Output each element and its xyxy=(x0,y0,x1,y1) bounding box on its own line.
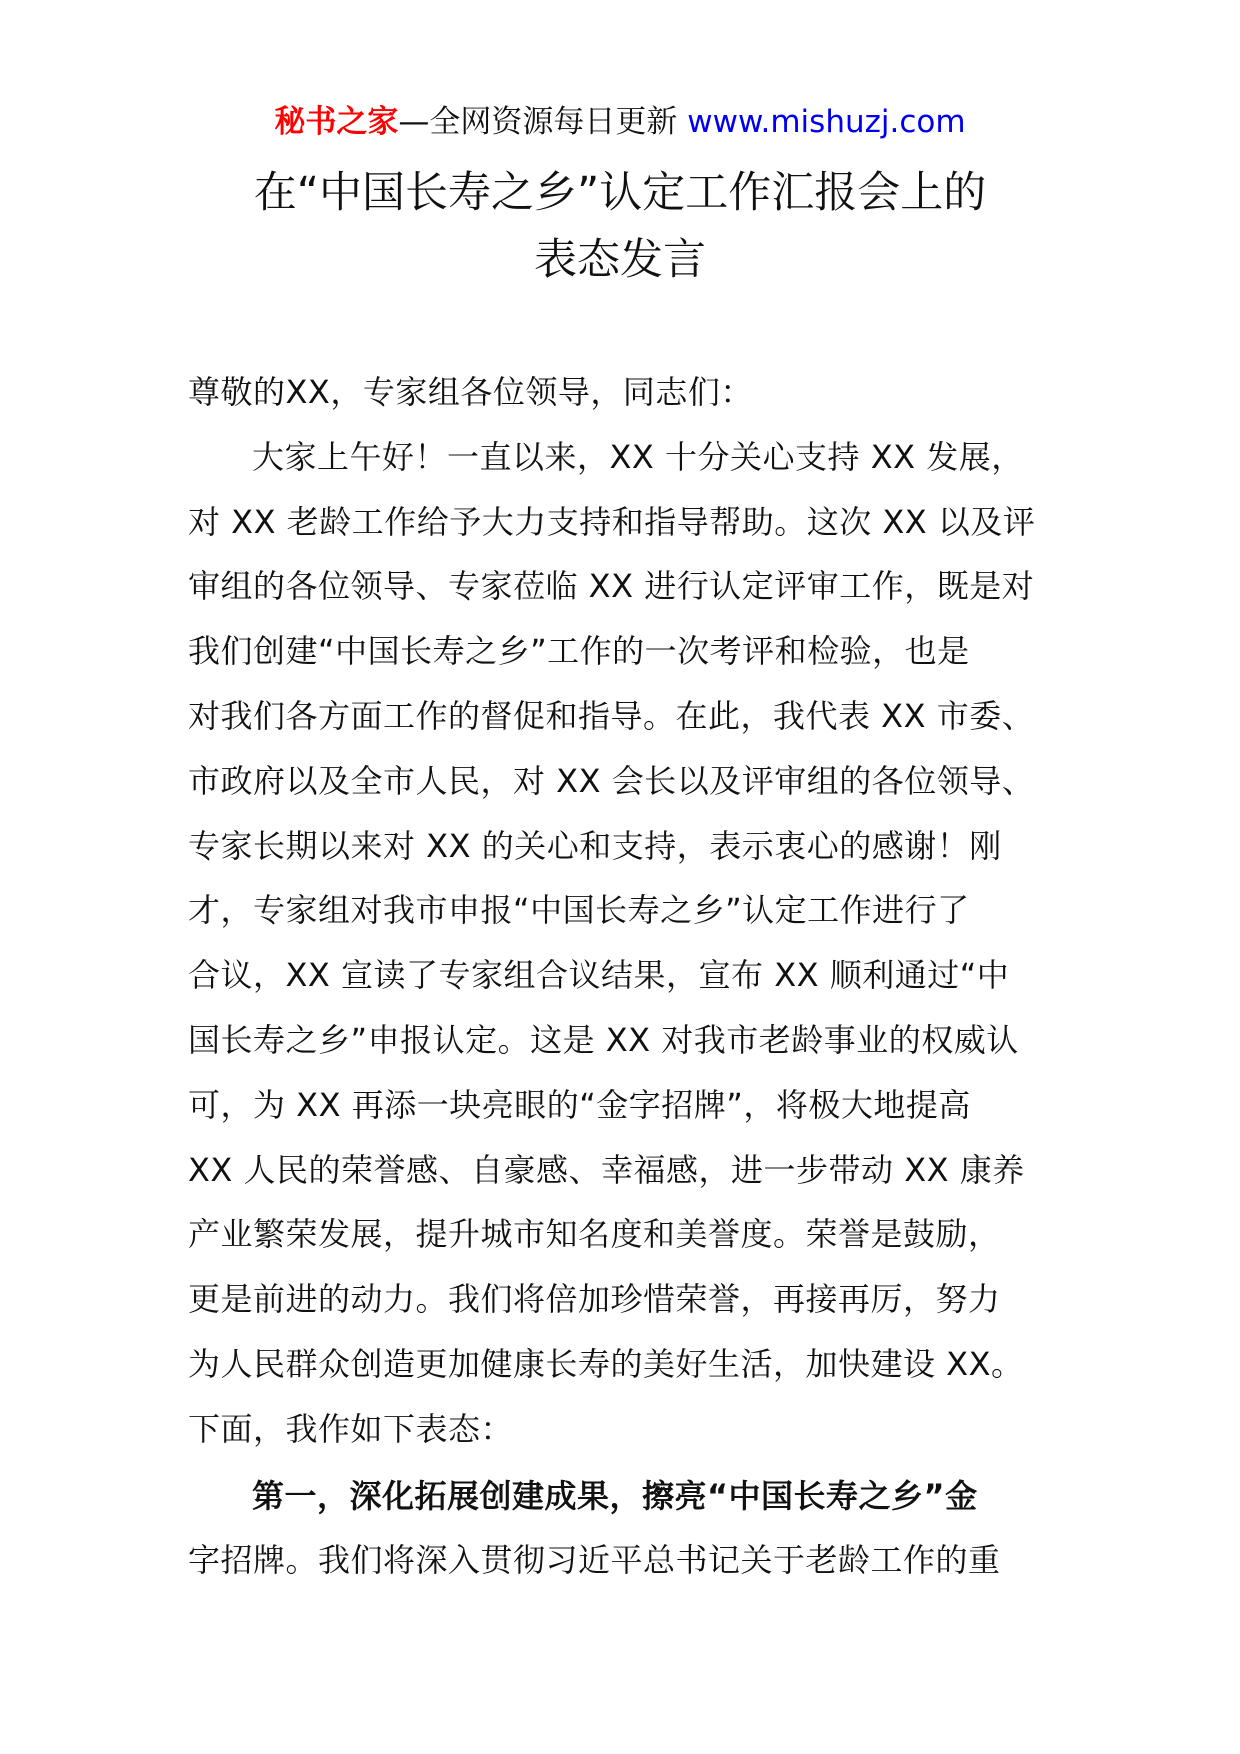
paragraph-line: 字招牌。我们将深入贯彻习近平总书记关于老龄工作的重 xyxy=(188,1541,1001,1580)
site-brand: 秘书之家 xyxy=(274,104,399,140)
paragraph-line: 可，为 XX 再添一块亮眼的“金字招牌”，将极大地提高 xyxy=(188,1085,971,1124)
paragraph-line: XX 人民的荣誉感、自豪感、幸福感，进一步带动 XX 康养 xyxy=(188,1150,1025,1189)
paragraph-line: 下面，我作如下表态： xyxy=(188,1409,514,1448)
paragraph-1 xyxy=(188,425,1052,1462)
paragraph-line: 专家长期以来对 XX 的关心和支持，表示衷心的感谢！刚 xyxy=(188,826,1002,865)
paragraph-line: 才，专家组对我市申报“中国长寿之乡”认定工作进行了 xyxy=(188,891,970,930)
paragraph-line: 国长寿之乡”申报认定。这是 XX 对我市老龄事业的权威认 xyxy=(188,1020,1019,1059)
title-line-2: 表态发言 xyxy=(534,235,706,285)
document-body xyxy=(188,360,1052,1593)
site-tagline: —全网资源每日更新 xyxy=(398,104,678,140)
paragraph-line: 为人民群众创造更加健康长寿的美好生活，加快建设 XX。 xyxy=(188,1344,1024,1383)
site-header xyxy=(0,100,1240,144)
section-1 xyxy=(188,1464,1052,1594)
paragraph-line: 合议，XX 宣读了专家组合议结果，宣布 XX 顺利通过“中 xyxy=(188,956,1010,995)
site-url-link[interactable]: www.mishuzj.com xyxy=(687,104,966,140)
paragraph-line: 我们创建“中国长寿之乡”工作的一次考评和检验，也是 xyxy=(188,632,970,671)
section-1-heading: 第一，深化拓展创建成果，擦亮“中国长寿之乡”金 xyxy=(252,1476,978,1515)
paragraph-line: 对 XX 老龄工作给予大力支持和指导帮助。这次 XX 以及评 xyxy=(188,502,1036,541)
paragraph-line: 大家上午好！一直以来，XX 十分关心支持 XX 发展， xyxy=(252,437,1024,476)
document-title xyxy=(0,160,1240,294)
salutation: 尊敬的XX，专家组各位领导，同志们： xyxy=(188,373,753,411)
paragraph-line: 审组的各位领导、专家莅临 XX 进行认定评审工作，既是对 xyxy=(188,567,1035,606)
paragraph-line: 对我们各方面工作的督促和指导。在此，我代表 XX 市委、 xyxy=(188,696,1035,735)
title-line-1: 在“中国长寿之乡”认定工作汇报会上的 xyxy=(253,168,987,218)
paragraph-line: 更是前进的动力。我们将倍加珍惜荣誉，再接再厉，努力 xyxy=(188,1280,1001,1319)
paragraph-line: 产业繁荣发展，提升城市知名度和美誉度。荣誉是鼓励， xyxy=(188,1215,1001,1254)
paragraph-line: 市政府以及全市人民，对 XX 会长以及评审组的各位领导、 xyxy=(188,761,1035,800)
